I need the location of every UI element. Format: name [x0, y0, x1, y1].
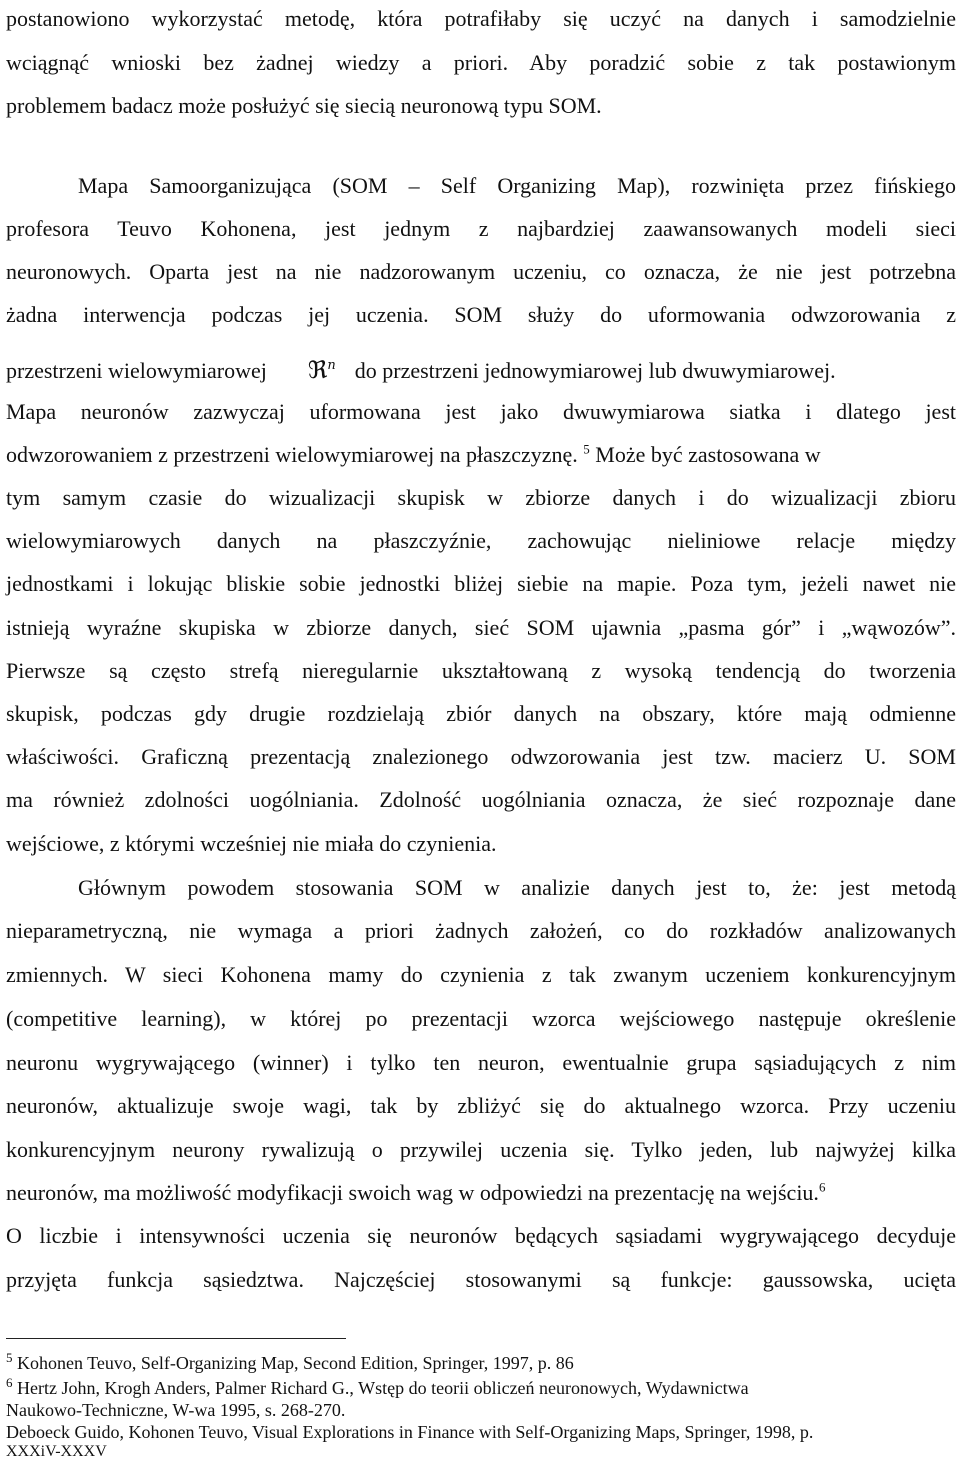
text-line-with-footnote [6, 1178, 956, 1208]
text-line: neuronów, aktualizuje swoje wagi, tak by zbliżyć się do aktualnego wzorca. Przy uczeniu [6, 1093, 956, 1118]
text-line-with-math [6, 351, 956, 386]
text-line: ma również zdolności uogólniania. Zdolność uogólniania oznacza, że sieć rozpoznaje dane [6, 787, 956, 812]
text-line: (competitive learning), w której po prezentacji wzorca wejściowego następuje określenie [6, 1006, 956, 1031]
text-line-with-footnote [6, 440, 956, 470]
text-line: profesora Teuvo Kohonena, jest jednym z najbardziej zaawansowanych modeli sieci [6, 216, 956, 241]
text-line: postanowiono wykorzystać metodę, która potrafiłaby się uczyć na danych i samodzielnie [6, 6, 956, 31]
text-line: problemem badacz może posłużyć się siecią neuronową typu SOM. [6, 93, 602, 118]
text-line: wielowymiarowych danych na płaszczyźnie, zachowując nieliniowe relacje między [6, 528, 956, 553]
footnote-5 [6, 1352, 574, 1374]
text-fragment: neuronów, ma możliwość modyfikacji swoich wag w odpowiedzi na prezentację na wejściu. [6, 1180, 819, 1205]
text-line: Mapa neuronów zazwyczaj uformowana jest jako dwuwymiarowa siatka i dlatego jest [6, 399, 956, 424]
footnote-ref-5[interactable]: 5 [583, 441, 590, 457]
footnote-text: Deboeck Guido, Kohonen Teuvo, Visual Explorations in Finance with Self-Organizing Maps, Springer, 1998, p. [6, 1422, 814, 1442]
footnote-6-continued [6, 1399, 345, 1421]
footnote-number: 5 [6, 1350, 13, 1365]
text-line: Pierwsze są często strefą nieregularnie ukształtowaną z wysoką tendencją do tworzenia [6, 658, 956, 683]
footnote-text: Naukowo-Techniczne, W-wa 1995, s. 268-270. [6, 1400, 346, 1420]
text-line: Głównym powodem stosowania SOM w analizie danych jest to, że: jest metodą [78, 875, 956, 900]
text-line: konkurencyjnym neurony rywalizują o przywilej uczenia się. Tylko jeden, lub najwyżej kilka [6, 1137, 956, 1162]
footnote-6-reference-2 [6, 1421, 813, 1443]
footnote-ref-6[interactable]: 6 [818, 1179, 826, 1195]
footnote-text: Hertz John, Krogh Anders, Palmer Richard G., Wstęp do teorii obliczeń neuronowych, Wydawnictwa [17, 1378, 749, 1398]
footnote-text: XXXiV-XXXV [6, 1443, 107, 1460]
text-line: neuronowych. Oparta jest na nie nadzorowanym uczeniu, co oznacza, że nie jest potrzebna [6, 259, 956, 284]
footnote-6 [6, 1377, 749, 1399]
text-line: Mapa Samoorganizująca (SOM – Self Organizing Map), rozwinięta przez fińskiego [78, 173, 956, 198]
text-line: wciągnąć wnioski bez żadnej wiedzy a priori. Aby poradzić sobie z tak postawionym [6, 50, 956, 75]
text-line: tym samym czasie do wizualizacji skupisk w zbiorze danych i do wizualizacji zbioru [6, 485, 956, 510]
footnote-separator [6, 1338, 346, 1339]
text-line: jednostkami i lokując bliskie sobie jednostki bliżej siebie na mapie. Poza tym, jeżeli nawet nie [6, 571, 956, 596]
text-fragment: Może być zastosowana w [595, 442, 821, 467]
text-line: wejściowe, z którymi wcześniej nie miała do czynienia. [6, 831, 497, 856]
text-line: O liczbie i intensywności uczenia się neuronów będących sąsiadami wygrywającego decyduje [6, 1223, 956, 1248]
footnote-6-reference-2-pages [6, 1441, 107, 1463]
real-space-symbol: ℜ$^n$ [307, 356, 336, 384]
text-line: istnieją wyraźne skupiska w zbiorze danych, sieć SOM ujawnia „pasma gór” i „wąwozów”. [6, 615, 956, 640]
text-fragment: do przestrzeni jednowymiarowej lub dwuwymiarowej. [354, 358, 836, 383]
text-line: skupisk, podczas gdy drugie rozdzielają zbiór danych na obszary, które mają odmienne [6, 701, 956, 726]
footnote-text: Kohonen Teuvo, Self-Organizing Map, Second Edition, Springer, 1997, p. 86 [17, 1353, 574, 1373]
text-fragment: odwzorowaniem z przestrzeni wielowymiarowej na płaszczyznę. [6, 442, 578, 467]
text-line: zmiennych. W sieci Kohonena mamy do czynienia z tak zwanym uczeniem konkurencyjnym [6, 962, 956, 987]
footnote-number: 6 [6, 1375, 13, 1390]
text-line: nieparametryczną, nie wymaga a priori żadnych założeń, co do rozkładów analizowanych [6, 918, 956, 943]
text-fragment: przestrzeni wielowymiarowej [6, 358, 267, 383]
text-line: żadna interwencja podczas jej uczenia. SOM służy do uformowania odwzorowania z [6, 302, 956, 327]
text-line: właściwości. Graficzną prezentacją znalezionego odwzorowania jest tzw. macierz U. SOM [6, 744, 956, 769]
text-line: neuronu wygrywającego (winner) i tylko ten neuron, ewentualnie grupa sąsiadujących z nim [6, 1050, 956, 1075]
text-line: przyjęta funkcja sąsiedztwa. Najczęściej stosowanymi są funkcje: gaussowska, ucięta [6, 1267, 956, 1292]
